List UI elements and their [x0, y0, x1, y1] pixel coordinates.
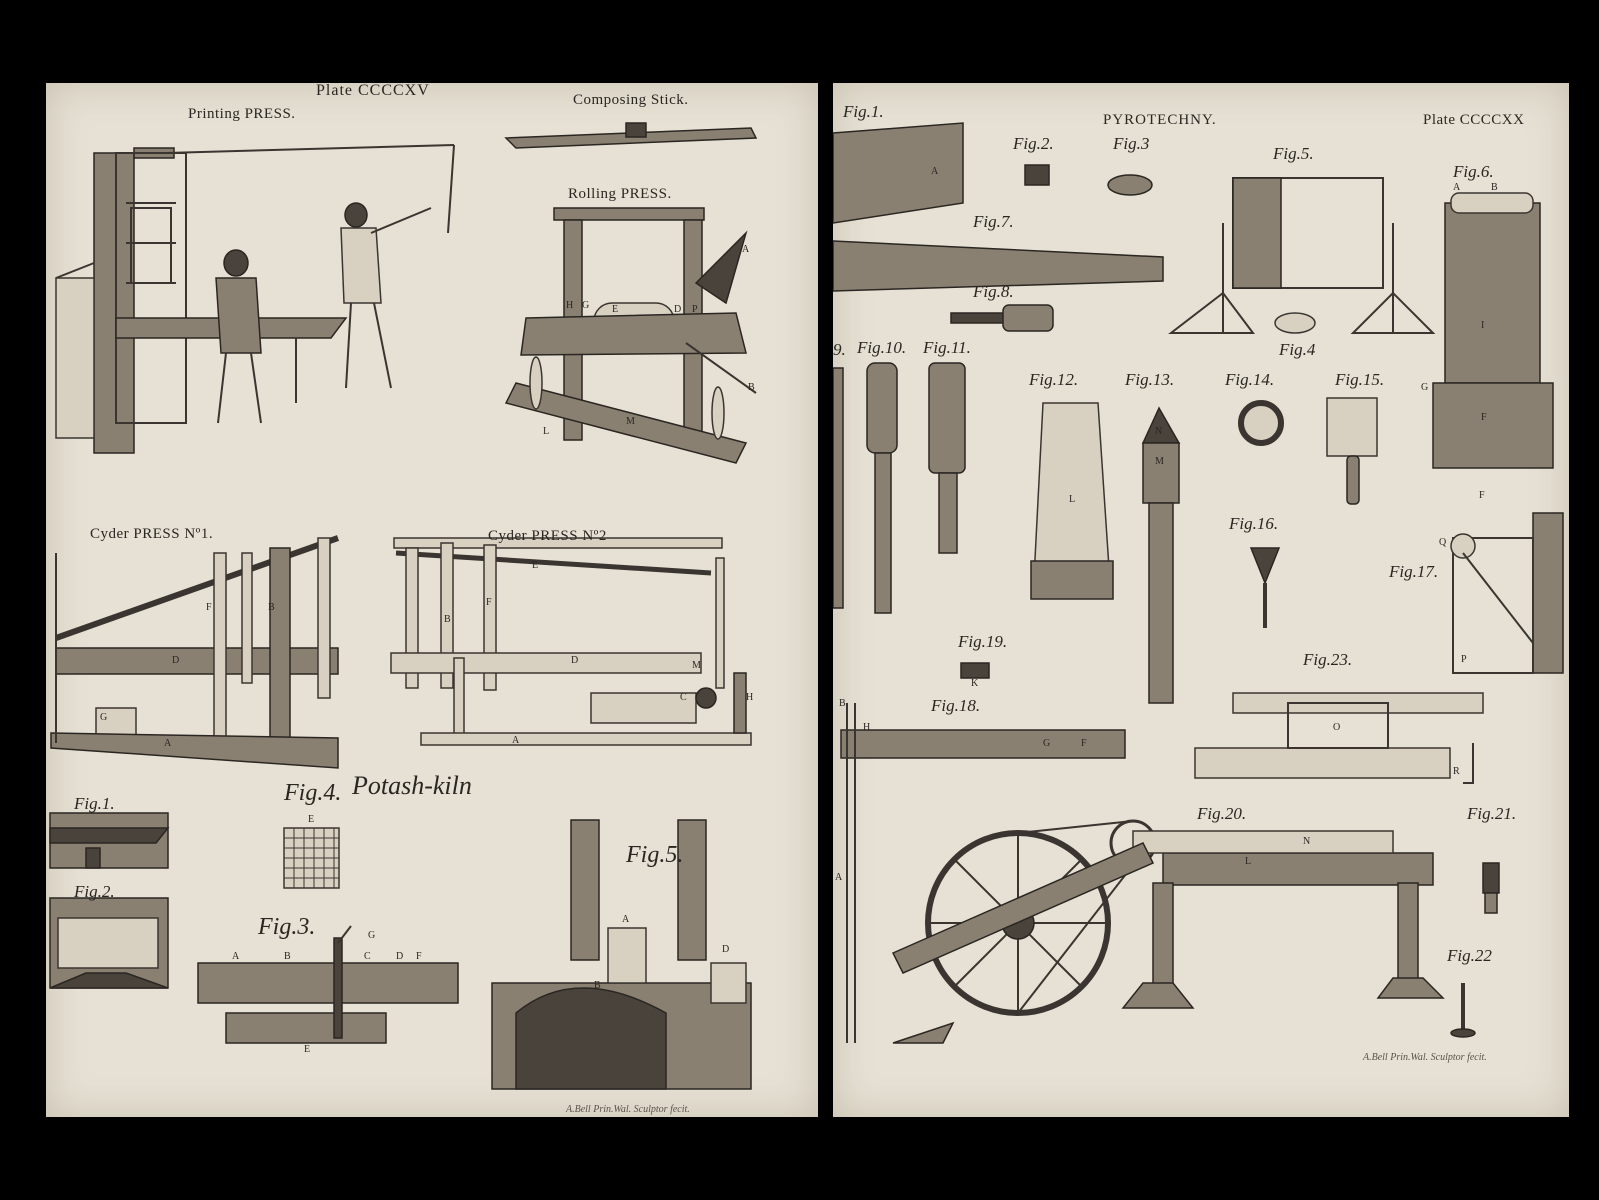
fig2-block — [1025, 165, 1049, 185]
potash-kiln-title: Potash-kiln — [352, 771, 472, 800]
fig22-label: Fig.22 — [1447, 946, 1492, 965]
label: A — [742, 244, 750, 255]
label: E — [612, 304, 619, 315]
fig9-label: 9. — [833, 340, 846, 359]
cyder-press-1-illustration — [51, 538, 338, 768]
label: M — [1155, 456, 1164, 467]
label: E — [304, 1044, 311, 1055]
label: L — [1069, 494, 1076, 505]
label: B — [1491, 182, 1498, 193]
fig3-label: Fig.3 — [1113, 134, 1150, 153]
left-plate-engravings — [46, 83, 818, 1117]
label: G — [368, 930, 376, 941]
fig8-label: Fig.8. — [973, 282, 1014, 301]
fig11-label: Fig.11. — [923, 338, 971, 357]
cyder-press-2-title: Cyder PRESS Nº2 — [488, 528, 607, 544]
label: G — [1043, 738, 1051, 749]
fig19-block — [961, 663, 989, 678]
label: H — [863, 722, 871, 733]
plate-title: Plate CCCCXX — [1423, 112, 1525, 128]
label: F — [416, 951, 422, 962]
fig11-former — [929, 363, 965, 473]
rolling-press-title: Rolling PRESS. — [568, 186, 672, 202]
fig5-label: Fig.5. — [626, 842, 684, 868]
label: E — [308, 814, 315, 825]
label: F — [1081, 738, 1087, 749]
fig23-frame — [1195, 693, 1483, 783]
fig12-label: Fig.12. — [1029, 370, 1079, 389]
fig1-trough — [833, 123, 963, 223]
fig1-label: Fig.1. — [843, 102, 884, 121]
fig20-label: Fig.20. — [1197, 804, 1247, 823]
fig15-label: Fig.15. — [1335, 370, 1385, 389]
fig3-disc — [1108, 175, 1152, 195]
fig6-column — [1433, 193, 1553, 468]
label: B — [594, 980, 601, 991]
fig4-label: Fig.4 — [1279, 340, 1316, 359]
label: A — [512, 735, 520, 746]
fig14-label: Fig.14. — [1225, 370, 1275, 389]
label: B — [839, 698, 846, 709]
label: D — [674, 304, 682, 315]
fig3-label: Fig.3. — [258, 914, 316, 940]
label: B — [268, 602, 275, 613]
fig20-wheel-machine — [893, 821, 1443, 1043]
fig10-former — [867, 363, 897, 453]
engraver-signature: A.Bell Prin.Wal. Sculptor fecit. — [1363, 1052, 1487, 1063]
fig1-label: Fig.1. — [74, 794, 115, 813]
label: B — [284, 951, 291, 962]
label: D — [396, 951, 404, 962]
fig13-label: Fig.13. — [1125, 370, 1175, 389]
fig17-frame — [1451, 513, 1563, 673]
fig2-label: Fig.2. — [1013, 134, 1054, 153]
label: M — [626, 416, 635, 427]
fig16-label: Fig.16. — [1229, 514, 1279, 533]
fig10-label: Fig.10. — [857, 338, 907, 357]
fig23-label: Fig.23. — [1303, 650, 1353, 669]
label: L — [1245, 856, 1252, 867]
label: D — [172, 655, 180, 666]
fig6-label: Fig.6. — [1453, 162, 1494, 181]
engraver-signature: A.Bell Prin.Wal. Sculptor fecit. — [566, 1104, 690, 1115]
label: R — [1453, 766, 1460, 777]
fig19-label: Fig.19. — [958, 632, 1008, 651]
fig2-label: Fig.2. — [74, 882, 115, 901]
fig21-label: Fig.21. — [1467, 804, 1517, 823]
fig9-piece — [833, 368, 843, 608]
label: O — [1333, 722, 1341, 733]
printing-press-illustration — [56, 145, 454, 453]
cyder-press-1-title: Cyder PRESS Nº1. — [90, 526, 214, 542]
label: G — [100, 712, 108, 723]
fig8-mould — [1003, 305, 1053, 331]
label: F — [1479, 490, 1485, 501]
label: L — [543, 426, 550, 437]
fig5-reel — [1171, 178, 1433, 333]
label: E — [532, 560, 539, 571]
fig4-grid — [284, 828, 339, 888]
plate-ccccxv — [46, 83, 818, 1117]
fig21-piece — [1483, 863, 1499, 893]
fig4-label: Fig.4. — [284, 780, 342, 806]
label: A — [622, 914, 630, 925]
printing-press-title: Printing PRESS. — [188, 106, 296, 122]
label: G — [1421, 382, 1429, 393]
fig18-label: Fig.18. — [931, 696, 981, 715]
label: G — [582, 300, 590, 311]
fig5-potash-kiln — [492, 820, 751, 1089]
label: H — [566, 300, 574, 311]
label: F — [206, 602, 212, 613]
label: H — [746, 692, 754, 703]
label: D — [722, 944, 730, 955]
label: A — [1453, 182, 1461, 193]
label: A — [931, 166, 939, 177]
fig7-label: Fig.7. — [973, 212, 1014, 231]
label: F — [1481, 412, 1487, 423]
pyrotechny-heading: PYROTECHNY. — [1103, 112, 1217, 128]
label: C — [364, 951, 371, 962]
label: N — [1303, 836, 1311, 847]
fig16-cone — [1251, 548, 1279, 583]
fig3-apparatus — [198, 926, 458, 1043]
label: I — [1481, 320, 1485, 331]
label: C — [680, 692, 687, 703]
label: P — [1461, 654, 1467, 665]
fig5-label: Fig.5. — [1273, 144, 1314, 163]
label: A — [164, 738, 172, 749]
composing-stick-illustration — [506, 123, 756, 148]
label: Q — [1439, 537, 1447, 548]
plate-ccccxx-pyrotechny — [833, 83, 1569, 1117]
label: A — [232, 951, 240, 962]
cyder-press-2-illustration — [391, 538, 754, 745]
label: M — [692, 660, 701, 671]
label: B — [748, 382, 755, 393]
label: A — [835, 872, 843, 883]
label: P — [692, 304, 698, 315]
composing-stick-title: Composing Stick. — [573, 92, 689, 108]
fig15-block — [1327, 398, 1377, 456]
label: F — [486, 597, 492, 608]
label: B — [444, 614, 451, 625]
label: K — [971, 678, 979, 689]
label: N — [1155, 426, 1163, 437]
fig14-ring — [1241, 403, 1281, 443]
label: D — [571, 655, 579, 666]
fig17-label: Fig.17. — [1389, 562, 1439, 581]
plate-title: Plate CCCCXV — [316, 82, 430, 99]
